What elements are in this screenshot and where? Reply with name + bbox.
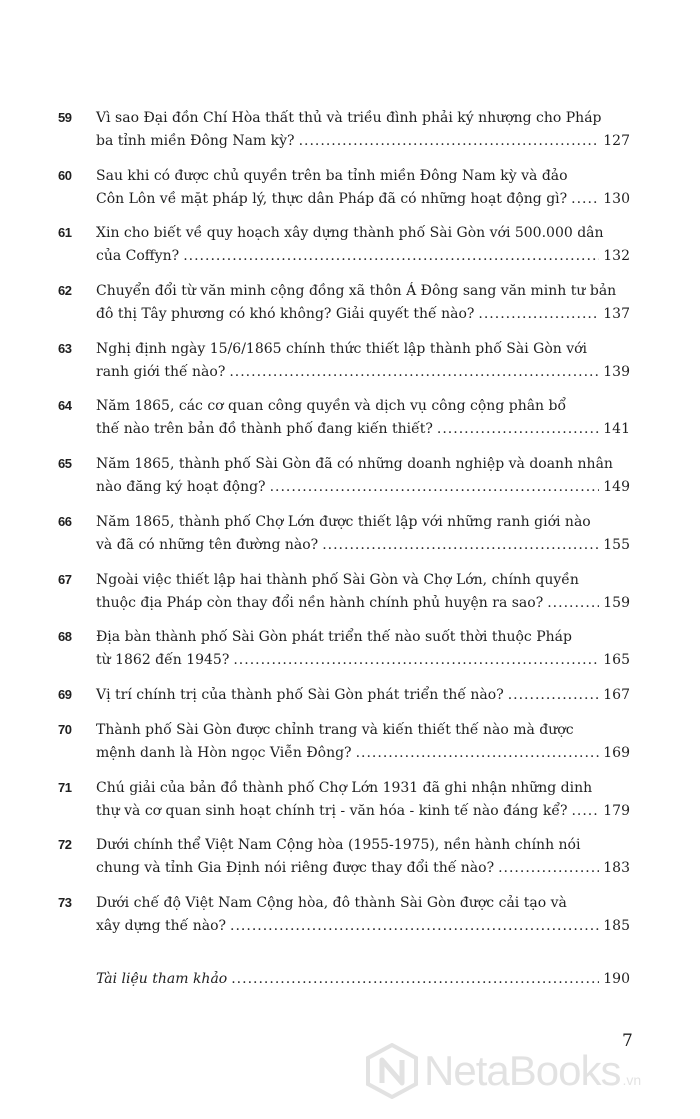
- entry-title-line2: nào đăng ký hoạt động?: [96, 479, 266, 496]
- watermark-tld: .vn: [622, 1072, 642, 1088]
- references-entry[interactable]: [96, 968, 630, 991]
- entry-page: 155: [603, 536, 630, 553]
- toc-entry[interactable]: [58, 222, 630, 280]
- watermark: [366, 1042, 696, 1100]
- entry-title-line1: Năm 1865, các cơ quan công quyền và dịch vụ công cộng phân bổ: [96, 398, 567, 415]
- entry-title-line1: Vì sao Đại đồn Chí Hòa thất thủ và triều đình phải ký nhượng cho Pháp: [96, 110, 602, 126]
- references-label: Tài liệu tham khảo: [96, 971, 228, 987]
- entry-number: 70: [58, 721, 72, 737]
- entry-page: 169: [603, 744, 630, 761]
- toc-entry[interactable]: [58, 569, 630, 627]
- entry-number: 60: [58, 167, 72, 183]
- entry-number: 66: [58, 513, 72, 529]
- entry-number: 68: [58, 629, 72, 645]
- entry-number: 69: [58, 686, 72, 702]
- dot-leader: [231, 968, 599, 991]
- entry-title-line2: thế nào trên bản đồ thành phố đang kiến thiết?: [96, 421, 433, 438]
- toc-entry[interactable]: [58, 719, 630, 777]
- dot-leader: [183, 245, 599, 268]
- entry-title-line2: Côn Lôn về mặt pháp lý, thực dân Pháp đã có những hoạt động gì?: [96, 190, 568, 207]
- entry-title-line1: Dưới chế độ Việt Nam Cộng hòa, đô thành Sài Gòn được cải tạo và: [96, 894, 567, 911]
- entry-number: 71: [58, 779, 72, 795]
- entry-title-line1: Ngoài việc thiết lập hai thành phố Sài Gòn và Chợ Lớn, chính quyền: [96, 571, 579, 588]
- entry-number: 67: [58, 571, 72, 587]
- toc-entry[interactable]: [58, 453, 630, 511]
- entry-title-line2: của Coffyn?: [96, 248, 180, 265]
- entry-title-line1: Dưới chính thể Việt Nam Cộng hòa (1955-1975), nền hành chính nói: [96, 837, 581, 854]
- entry-title-line1: Xin cho biết về quy hoạch xây dựng thành phố Sài Gòn với 500.000 dân: [96, 225, 604, 242]
- entry-page: 137: [603, 306, 630, 323]
- toc-entry[interactable]: [58, 165, 630, 223]
- toc-entry[interactable]: [58, 777, 630, 835]
- toc-entry[interactable]: [58, 684, 630, 719]
- toc-entry[interactable]: [58, 280, 630, 338]
- entry-title-line1: Chú giải của bản đồ thành phố Chợ Lớn 1931 đã ghi nhận những dinh: [96, 779, 593, 796]
- dot-leader: [229, 361, 599, 384]
- dot-leader: [437, 418, 599, 441]
- entry-title-line2: từ 1862 đến 1945?: [96, 652, 230, 669]
- entry-page: 139: [603, 363, 630, 380]
- dot-leader: [270, 476, 600, 499]
- entry-title-line2: ba tỉnh miền Đông Nam kỳ?: [96, 133, 295, 149]
- entry-number: 61: [58, 225, 72, 241]
- entry-page: 167: [603, 686, 630, 703]
- entry-title-line1: Thành phố Sài Gòn được chỉnh trang và kiến thiết thế nào mà được: [96, 721, 574, 738]
- entry-title-line2: chung và tỉnh Gia Định nói riêng được thay đổi thế nào?: [96, 860, 495, 877]
- entry-number: 65: [58, 456, 72, 472]
- toc-entry[interactable]: [58, 107, 630, 165]
- entry-title-line1: Chuyển đổi từ văn minh cộng đồng xã thôn Á Đông sang văn minh tư bản: [96, 283, 617, 300]
- dot-leader: [299, 130, 600, 153]
- entry-title-line2: thự và cơ quan sinh hoạt chính trị - văn hóa - kinh tế nào đáng kể?: [96, 802, 568, 819]
- dot-leader: [478, 303, 599, 326]
- entry-title-line1: Nghị định ngày 15/6/1865 chính thức thiết lập thành phố Sài Gòn với: [96, 340, 588, 357]
- entry-page: 141: [603, 421, 630, 438]
- entry-title-line2: ranh giới thế nào?: [96, 363, 226, 380]
- toc-entry[interactable]: [58, 834, 630, 892]
- entry-title-line1: Năm 1865, thành phố Sài Gòn đã có những doanh nghiệp và doanh nhân: [96, 456, 613, 473]
- entry-number: 72: [58, 837, 72, 853]
- entry-title-line2: thuộc địa Pháp còn thay đổi nền hành chính phủ huyện ra sao?: [96, 594, 544, 611]
- toc-entry[interactable]: [58, 892, 630, 950]
- entry-title-line2: và đã có những tên đường nào?: [96, 536, 319, 553]
- entry-number: 64: [58, 398, 72, 414]
- entry-title-line1: Năm 1865, thành phố Chợ Lớn được thiết lập với những ranh giới nào: [96, 513, 591, 530]
- dot-leader: [356, 742, 600, 765]
- netabooks-logo-icon: [366, 1043, 418, 1099]
- toc-entry[interactable]: [58, 338, 630, 396]
- toc-entry[interactable]: [58, 395, 630, 453]
- entry-page: 149: [603, 479, 630, 496]
- entry-number: 63: [58, 340, 72, 356]
- entry-title-line2: xây dựng thế nào?: [96, 917, 227, 934]
- entry-page: 179: [603, 802, 630, 819]
- dot-leader: [233, 649, 599, 672]
- entry-number: 73: [58, 894, 72, 910]
- entry-title-line1: Sau khi có được chủ quyền trên ba tỉnh miền Đông Nam kỳ và đảo: [96, 167, 568, 184]
- entry-page: 127: [603, 133, 630, 149]
- dot-leader: [571, 800, 599, 823]
- entry-title-line2: Vị trí chính trị của thành phố Sài Gòn phát triển thế nào?: [96, 686, 504, 703]
- entry-title-line2: đô thị Tây phương có khó không? Giải quyết thế nào?: [96, 306, 475, 323]
- references-page: 190: [603, 971, 630, 987]
- dot-leader: [547, 592, 599, 615]
- entry-number: 59: [58, 110, 72, 125]
- entry-page: 132: [603, 248, 630, 265]
- entry-number: 62: [58, 283, 72, 299]
- dot-leader: [230, 915, 599, 938]
- dot-leader: [508, 684, 600, 707]
- entry-page: 185: [603, 917, 630, 934]
- entry-page: 130: [603, 190, 630, 207]
- dot-leader: [498, 857, 599, 880]
- entry-title-line2: mệnh danh là Hòn ngọc Viễn Đông?: [96, 744, 352, 761]
- toc-entry[interactable]: [58, 626, 630, 684]
- toc-entry[interactable]: [58, 511, 630, 569]
- entry-page: 165: [603, 652, 630, 669]
- table-of-contents: [58, 107, 630, 950]
- page-number: 7: [622, 1031, 633, 1051]
- dot-leader: [571, 188, 599, 211]
- entry-title-line1: Địa bàn thành phố Sài Gòn phát triển thế nào suốt thời thuộc Pháp: [96, 629, 572, 646]
- watermark-brand: NetaBooks: [424, 1047, 621, 1094]
- entry-page: 159: [603, 594, 630, 611]
- entry-page: 183: [603, 860, 630, 877]
- dot-leader: [322, 534, 599, 557]
